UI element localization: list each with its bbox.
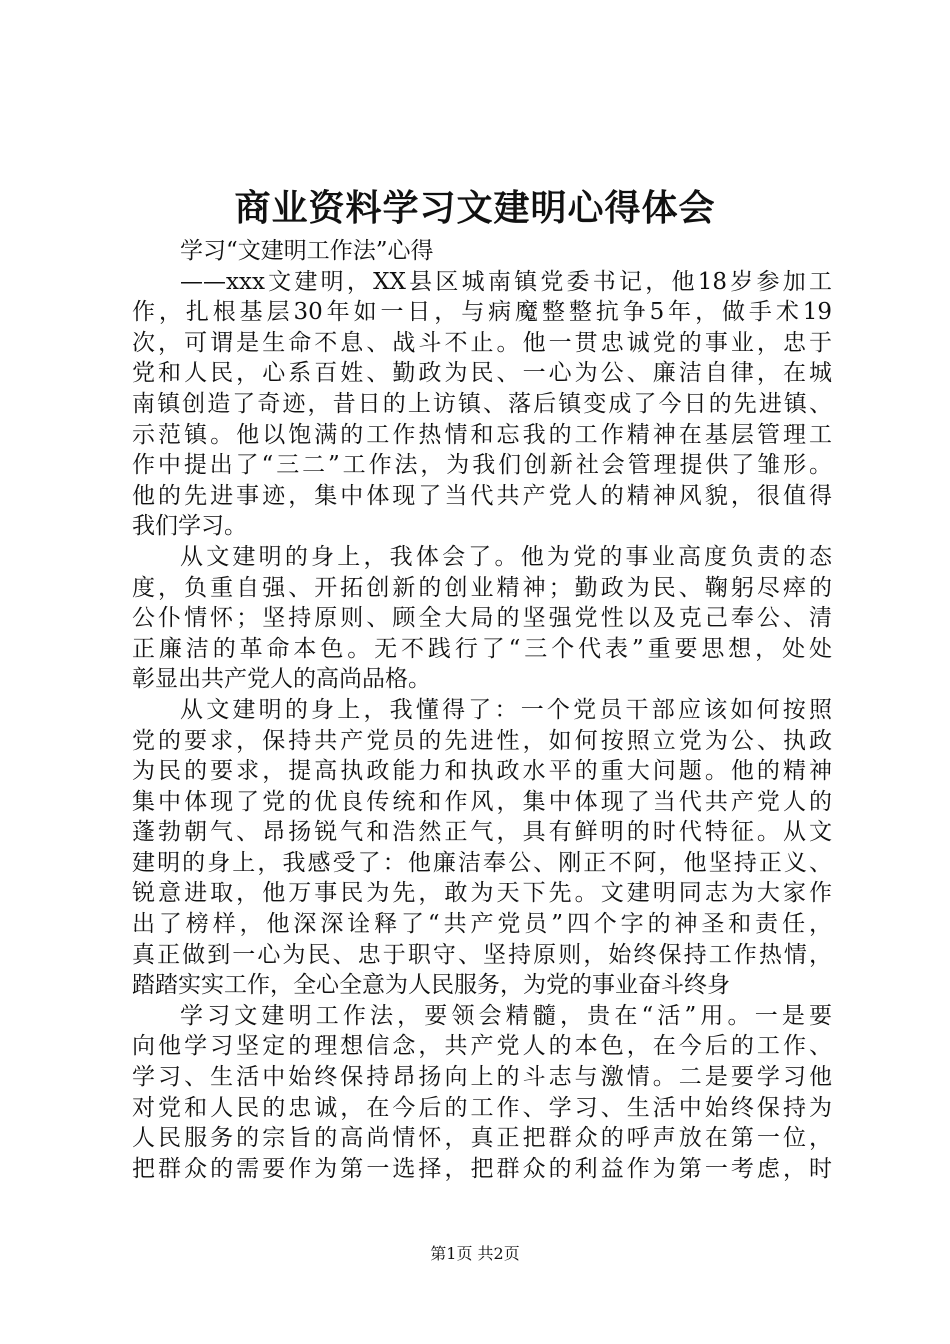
text-line: 真正做到一心为民、忠于职守、坚持原则，始终保持工作热情， [132, 941, 832, 968]
text-line: 向他学习坚定的理想信念，共产党人的本色，在今后的工作、 [132, 1033, 832, 1060]
text-line: 学习、生活中始终保持昂扬向上的斗志与激情。二是要学习他 [132, 1064, 832, 1091]
text-line: 示范镇。他以饱满的工作热情和忘我的工作精神在基层管理工 [132, 421, 832, 448]
text-line: 学习“文建明工作法”心得 [180, 238, 434, 264]
text-line: 为民的要求，提高执政能力和执政水平的重大问题。他的精神 [132, 758, 832, 785]
text-line: 从文建明的身上，我懂得了：一个党员干部应该如何按照 [180, 696, 832, 723]
text-line: 次，可谓是生命不息、战斗不止。他一贯忠诚党的事业，忠于 [132, 329, 832, 356]
text-line: 建明的身上，我感受了：他廉洁奉公、刚正不阿，他坚持正义、 [132, 849, 832, 876]
page-footer: 第1页 共2页 [430, 1244, 520, 1263]
text-line: 学习文建明工作法，要领会精髓，贵在“活”用。一是要 [180, 1002, 832, 1029]
text-line: 对党和人民的忠诚，在今后的工作、学习、生活中始终保持为 [132, 1094, 832, 1121]
text-line: 作中提出了“三二”工作法，为我们创新社会管理提供了雏形。 [132, 452, 832, 479]
text-line: 公仆情怀；坚持原则、顾全大局的坚强党性以及克己奉公、清 [132, 605, 832, 632]
text-line: 度，负重自强、开拓创新的创业精神；勤政为民、鞠躬尽瘁的 [132, 574, 832, 601]
text-line: 他的先进事迹，集中体现了当代共产党人的精神风貌，很值得 [132, 482, 832, 509]
text-line: 党和人民，心系百姓、勤政为民、一心为公、廉洁自律，在城 [132, 360, 832, 387]
text-line: 我们学习。 [132, 513, 247, 540]
text-line: 从文建明的身上，我体会了。他为党的事业高度负责的态 [180, 543, 832, 570]
text-line: 锐意进取，他万事民为先，敢为天下先。文建明同志为大家作 [132, 880, 832, 907]
text-line: 出了榜样，他深深诠释了“共产党员”四个字的神圣和责任， [132, 911, 832, 938]
text-line: 踏踏实实工作，全心全意为人民服务，为党的事业奋斗终身 [132, 972, 730, 999]
text-line: 作，扎根基层30年如一日，与病魔整整抗争5年，做手术19 [132, 299, 832, 326]
text-line: 党的要求，保持共产党员的先进性，如何按照立党为公、执政 [132, 727, 832, 754]
document-body [132, 236, 832, 1184]
text-line: 彰显出共产党人的高尚品格。 [132, 666, 431, 693]
document-title: 商业资料学习文建明心得体会 [234, 188, 716, 229]
text-line: ——xxx文建明，XX县区城南镇党委书记，他18岁参加工 [180, 268, 832, 295]
text-line: 南镇创造了奇迹，昔日的上访镇、落后镇变成了今日的先进镇、 [132, 390, 832, 417]
text-line: 集中体现了党的优良传统和作风，集中体现了当代共产党人的 [132, 788, 832, 815]
text-line: 正廉洁的革命本色。无不践行了“三个代表”重要思想，处处 [132, 635, 832, 662]
text-line: 把群众的需要作为第一选择，把群众的利益作为第一考虑，时 [132, 1155, 832, 1182]
text-line: 蓬勃朝气、昂扬锐气和浩然正气，具有鲜明的时代特征。从文 [132, 819, 832, 846]
text-line: 人民服务的宗旨的高尚情怀，真正把群众的呼声放在第一位， [132, 1125, 832, 1152]
